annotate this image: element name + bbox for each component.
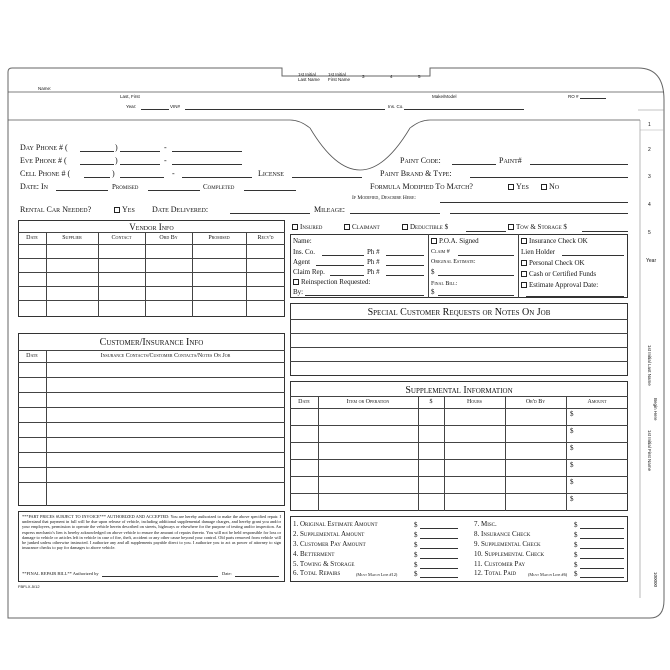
total-3-dollar: $ [414, 541, 418, 549]
form-number: FBFLX-5/12 [18, 584, 40, 589]
vendor-col-contact: Contact [111, 235, 132, 241]
estimate-approval[interactable] [521, 282, 598, 289]
insurance-check-ok[interactable] [521, 238, 588, 245]
top-tab-1: 1st Initial Last Name [298, 72, 320, 82]
claim-agent-line[interactable] [316, 265, 364, 266]
original-estimate-line[interactable] [438, 275, 514, 276]
total-2-line[interactable] [420, 538, 458, 539]
tow-storage-label: Tow & Storage $ [516, 223, 567, 231]
claimant-checkbox[interactable] [344, 224, 350, 230]
formula-no[interactable] [541, 183, 559, 191]
paint-num-line[interactable] [530, 164, 628, 165]
last-first-label: Last, First [120, 94, 140, 99]
supp-col-item: Item or Operation [346, 399, 390, 405]
right-vertical-first-name: 1st Initial First Name [647, 430, 652, 472]
claim-deductible[interactable] [402, 224, 448, 231]
ins-co-header-label: Ins. Co. [388, 104, 404, 109]
total-12-dollar: $ [574, 570, 578, 578]
total-5-line[interactable] [420, 568, 458, 569]
if-modified-label: If Modified, Describe Here: [352, 195, 416, 201]
total-7-dollar: $ [574, 521, 578, 529]
if-modified-line[interactable] [440, 202, 628, 203]
deductible-label: Deductible $ [410, 223, 449, 231]
day-phone-number[interactable] [172, 151, 242, 152]
total-line-1: 1. Original Estimate Amount [293, 520, 378, 528]
insured-label: Insured [300, 223, 323, 231]
tow-storage-line[interactable] [582, 231, 628, 232]
customer-col-date: Date [26, 353, 38, 359]
personal-check-label: Personal Check OK [529, 259, 585, 267]
right-vertical-begin-here: Begin Here [653, 398, 658, 421]
total-line-12-note: (Must Match Line #6) [528, 572, 568, 577]
total-4-dollar: $ [414, 551, 418, 559]
supp-row-6-dollar: $ [570, 495, 574, 503]
license-label: License [258, 169, 284, 178]
supp-row-3-dollar: $ [570, 444, 574, 452]
total-line-3: 3. Customer Pay Amount [293, 540, 366, 548]
total-line-6-note: (Must Match Line #12) [356, 572, 398, 577]
claim-by-line[interactable] [305, 295, 424, 296]
paint-code-line[interactable] [452, 164, 496, 165]
estimate-approval-checkbox[interactable] [521, 282, 527, 288]
claim-number-line[interactable] [458, 255, 514, 256]
total-5-dollar: $ [414, 561, 418, 569]
insurance-check-checkbox[interactable] [521, 238, 527, 244]
mileage-line[interactable] [350, 213, 440, 214]
vendor-col-ord-by: Ord By [159, 235, 178, 241]
mileage-extra-line[interactable] [450, 213, 628, 214]
vin-label: VIN# [170, 104, 181, 109]
poa-checkbox[interactable] [431, 238, 437, 244]
cash-certified-label: Cash or Certified Funds [529, 270, 597, 278]
lien-holder-line[interactable] [562, 255, 624, 256]
name-label: Name: [38, 86, 52, 91]
claim-rep-ph-line[interactable] [386, 275, 424, 276]
date-delivered-label: Date Delivered: [152, 205, 209, 214]
claim-claimant[interactable] [344, 224, 380, 231]
claim-name-label: Name: [293, 237, 312, 245]
right-tab-1: 1 [648, 122, 651, 128]
total-4-line[interactable] [420, 558, 458, 559]
right-tab-2: 2 [648, 147, 651, 153]
total-line-9: 9. Supplemental Check [474, 540, 541, 548]
insurance-check-label: Insurance Check OK [529, 237, 588, 245]
claim-number-label: Claim # [431, 249, 450, 255]
completed-line[interactable] [244, 190, 296, 191]
total-11-line[interactable] [580, 568, 624, 569]
rental-yes-label: Yes [122, 205, 135, 214]
personal-check-checkbox[interactable] [521, 260, 527, 266]
cell-phone-dash: - [172, 169, 175, 178]
formula-no-label: No [549, 182, 560, 191]
formula-yes[interactable] [508, 183, 529, 191]
vendor-col-recvd: Recv'd [257, 235, 274, 241]
total-line-11: 11. Customer Pay [474, 560, 526, 568]
total-2-dollar: $ [414, 531, 418, 539]
original-estimate-label: Original Estimate: [431, 259, 476, 265]
legal-date-line[interactable] [235, 576, 279, 577]
final-bill-authorized: **FINAL REPAIR BILL** Authorized by [22, 571, 99, 576]
total-6-dollar: $ [414, 570, 418, 578]
day-phone-paren: ) [115, 143, 118, 152]
claim-rep-label: Claim Rep. [293, 268, 325, 276]
total-3-line[interactable] [420, 548, 458, 549]
supp-row-5-dollar: $ [570, 478, 574, 486]
cell-phone-paren: ) [112, 169, 115, 178]
right-vertical-last-name: 1st Initial Last Name [647, 345, 652, 386]
reinspection[interactable] [293, 279, 370, 286]
top-tab-4: 4 [390, 74, 393, 79]
eve-phone-label: Eve Phone # ( [20, 156, 67, 165]
customer-col-notes: Insurance Contacts/Customer Contacts/Notes On Job [100, 353, 231, 359]
promised-line[interactable] [148, 190, 200, 191]
cell-phone-label: Cell Phone # ( [20, 169, 71, 178]
date-delivered-line[interactable] [230, 213, 310, 214]
original-estimate-dollar: $ [431, 268, 435, 276]
authorized-by-line[interactable] [102, 576, 218, 577]
poa-signed[interactable] [431, 238, 479, 245]
eve-phone-dash: - [164, 156, 167, 165]
supplemental-title: Supplemental Information [405, 385, 513, 396]
claim-rep-line[interactable] [330, 275, 364, 276]
lien-holder-label: Lien Holder [521, 248, 556, 256]
legal-text: ***PART PRICES SUBJECT TO INVOICE*** AUTHORIZED AND ACCEPTED: You are hereby authorized to make the above specified repair. I understand that payment in full will be due upon release of vehicle, including additional supplemental damage charges, and hereby grant you and/or your employees, permission to operate the vehicle herein described on streets, highways or elsewhere for the purpose of testing and/or inspection. An express mechanic's lien is hereby acknowledged on above vehicle to ensure the amount of repairs thereto. You will not be held responsible for loss or damage to vehicle or articles left in vehicle in case of fire, theft, accident or any other cause beyond your control. Old parts removed from vehicle will be junked unless otherwise instructed. I authorize any and all supplements payable direct to you. I authorize you to act as power of attorney to sign insurance checks to pay for damages to above vehicle. [22, 514, 281, 551]
total-line-5: 5. Towing & Storage [293, 560, 355, 568]
deductible-line[interactable] [466, 231, 506, 232]
eve-phone-prefix[interactable] [120, 164, 160, 165]
right-tab-year: Year [646, 258, 657, 264]
paint-code-label: Paint Code: [400, 156, 441, 165]
paint-brand-label: Paint Brand & Type: [380, 169, 452, 178]
total-9-dollar: $ [574, 541, 578, 549]
total-line-4: 4. Betterment [293, 550, 335, 558]
supp-col-hours: Hours [466, 399, 482, 405]
cell-phone-number[interactable] [182, 177, 252, 178]
total-10-dollar: $ [574, 551, 578, 559]
claim-ins-co-line[interactable] [322, 255, 364, 256]
insured-checkbox[interactable] [292, 224, 298, 230]
rental-car-label: Rental Car Needed? [20, 205, 92, 214]
supp-col-dollar: $ [429, 399, 433, 405]
vendor-info-title: Vendor Info [129, 222, 174, 232]
paint-num-label: Paint# [499, 156, 522, 165]
supp-col-ordby: Or'd By [525, 399, 546, 405]
total-8-dollar: $ [574, 531, 578, 539]
formula-no-checkbox[interactable] [541, 184, 547, 190]
day-phone-prefix[interactable] [120, 151, 160, 152]
customer-insurance-title: Customer/Insurance Info [99, 337, 204, 348]
formula-modified-label: Formula Modified To Match? [370, 182, 473, 191]
ins-co-header-line[interactable] [404, 109, 524, 110]
claim-tow-storage[interactable] [508, 224, 567, 231]
total-line-8: 8. Insurance Check [474, 530, 531, 538]
day-phone-dash: - [164, 143, 167, 152]
license-line[interactable] [292, 177, 362, 178]
side-code: 100000 [653, 572, 658, 588]
total-6-line[interactable] [420, 577, 458, 578]
reinspection-checkbox[interactable] [293, 279, 299, 285]
claim-agent-ph-line[interactable] [386, 265, 424, 266]
supp-row-1-dollar: $ [570, 410, 574, 418]
personal-check-ok[interactable] [521, 260, 585, 267]
estimate-approval-line[interactable] [526, 296, 624, 297]
total-line-2: 2. Supplemental Amount [293, 530, 365, 538]
supp-col-amount: Amount [587, 399, 607, 405]
vendor-col-date: Date [26, 235, 38, 241]
cash-certified[interactable] [521, 271, 596, 278]
total-line-12: 12. Total Paid [474, 569, 517, 577]
reinspection-label: Reinspection Requested: [301, 278, 371, 286]
cell-phone-prefix[interactable] [120, 177, 164, 178]
poa-label: P.O.A. Signed [439, 237, 479, 245]
top-tab-3: 3 [362, 74, 365, 79]
day-phone-area[interactable] [80, 151, 114, 152]
total-11-dollar: $ [574, 561, 578, 569]
cell-phone-area[interactable] [84, 177, 110, 178]
vendor-col-supplier: Supplier [62, 235, 82, 241]
claimant-label: Claimant [352, 223, 380, 231]
total-1-dollar: $ [414, 521, 418, 529]
rental-yes-checkbox[interactable] [114, 207, 120, 213]
total-line-6: 6. Total Repairs [293, 569, 341, 577]
rental-yes[interactable] [114, 206, 135, 214]
mileage-label: Mileage: [314, 205, 345, 214]
right-tab-4: 4 [648, 202, 651, 208]
eve-phone-number[interactable] [172, 164, 242, 165]
right-tab-3: 3 [648, 174, 651, 180]
total-1-line[interactable] [420, 528, 458, 529]
claim-agent-label: Agent [293, 258, 311, 266]
ro-label: RO # [568, 94, 579, 99]
year-label: Year: [126, 104, 137, 109]
right-tab-5: 5 [648, 230, 651, 236]
formula-yes-label: Yes [516, 182, 529, 191]
deductible-checkbox[interactable] [402, 224, 408, 230]
cash-certified-checkbox[interactable] [521, 271, 527, 277]
supp-row-2-dollar: $ [570, 427, 574, 435]
eve-phone-area[interactable] [80, 164, 114, 165]
ro-line[interactable] [580, 98, 606, 99]
make-model-label: Make/Model [432, 94, 457, 99]
year-line[interactable] [141, 109, 169, 110]
top-tab-5: 5 [418, 74, 421, 79]
total-line-10: 10. Supplemental Check [474, 550, 545, 558]
promised-label: Promised [112, 183, 139, 191]
estimate-approval-label: Estimate Approval Date: [529, 281, 599, 289]
completed-label: Completed [203, 183, 235, 191]
final-bill-label: Final Bill: [431, 281, 458, 287]
day-phone-label: Day Phone # ( [20, 143, 68, 152]
legal-date-label: Date: [222, 571, 232, 576]
claim-agent-ph-label: Ph # [367, 258, 380, 266]
vendor-col-promised: Promised [208, 235, 230, 241]
claim-rep-ph-label: Ph # [367, 268, 380, 276]
date-in-label: Date: In [20, 182, 48, 191]
total-12-line[interactable] [580, 577, 624, 578]
total-9-line[interactable] [580, 548, 624, 549]
claim-ins-co-label: Ins. Co. [293, 248, 315, 256]
final-bill-line[interactable] [438, 295, 514, 296]
claim-ins-ph-label: Ph # [367, 248, 380, 256]
claim-ins-ph-line[interactable] [386, 255, 424, 256]
tow-storage-checkbox[interactable] [508, 224, 514, 230]
total-7-line[interactable] [580, 528, 624, 529]
final-bill-dollar: $ [431, 288, 435, 296]
claim-by-label: By: [293, 288, 304, 296]
supp-row-4-dollar: $ [570, 461, 574, 469]
formula-yes-checkbox[interactable] [508, 184, 514, 190]
special-requests-title: Special Customer Requests or Notes On Job [367, 307, 551, 318]
vin-line[interactable] [185, 109, 385, 110]
eve-phone-paren: ) [115, 156, 118, 165]
total-line-7: 7. Misc. [474, 520, 497, 528]
supp-col-date: Date [298, 399, 310, 405]
total-8-line[interactable] [580, 538, 624, 539]
total-10-line[interactable] [580, 558, 624, 559]
date-in-line[interactable] [56, 190, 108, 191]
paint-brand-line[interactable] [470, 177, 628, 178]
claim-insured[interactable] [292, 224, 322, 231]
top-tab-2: 1st Initial First Name [328, 72, 351, 82]
